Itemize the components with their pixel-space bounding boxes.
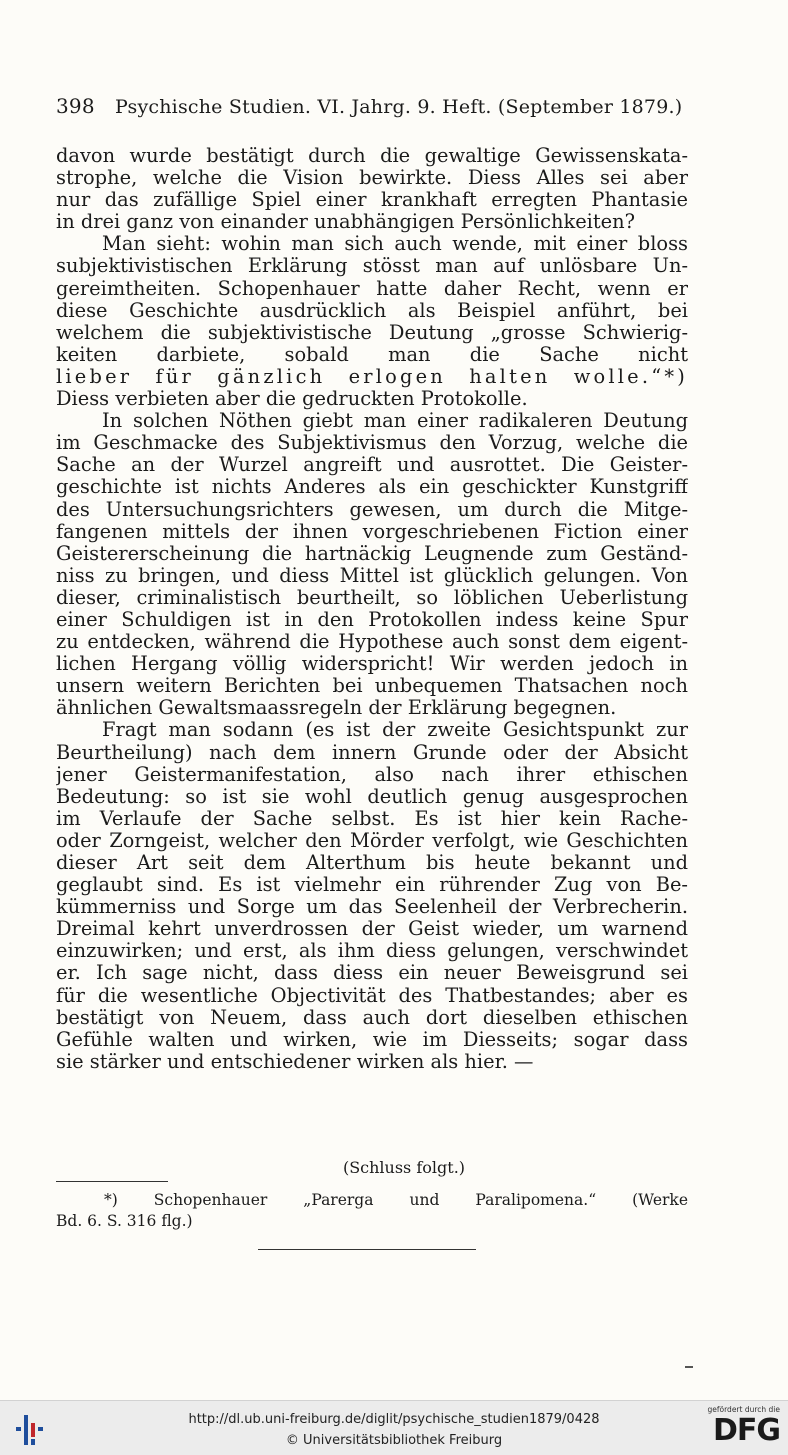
text-line: subjektivistischen Erklärung stösst man auf unlösbare Un-	[56, 255, 688, 278]
text-line: In solchen Nöthen giebt man einer radikaleren Deutung	[102, 410, 688, 433]
text-line: Bedeutung: so ist sie wohl deutlich genug ausgesprochen	[56, 785, 688, 808]
text-line: lieber für gänzlich erlogen halten wolle.“*)	[56, 365, 688, 388]
text-line: gereimtheiten. Schopenhauer hatte daher Recht, wenn er	[56, 277, 688, 300]
text-line: diese Geschichte ausdrücklich als Beispiel anführt, bei	[56, 299, 688, 322]
running-header	[56, 94, 696, 118]
dfg-logo-mark: DFG	[712, 1413, 780, 1448]
text-line: Dreimal kehrt unverdrossen der Geist wieder, um warnend	[56, 918, 688, 941]
funded-by-text: gefördert durch die	[707, 1405, 780, 1414]
text-line: zu entdecken, während die Hypothese auch sonst dem eigent-	[56, 631, 688, 654]
text-line: Fragt man sodann (es ist der zweite Gesichtspunkt zur	[102, 719, 688, 742]
text-line: davon wurde bestätigt durch die gewaltige Gewissenskata-	[56, 145, 688, 167]
text-line: Geistererscheinung die hartnäckig Leugnende zum Geständ-	[56, 542, 688, 565]
footnote-line: *) Schopenhauer „Parerga und Paralipomena.“ (Werke	[104, 1191, 688, 1209]
page-number: 398	[56, 94, 95, 118]
footnote	[56, 1190, 688, 1232]
text-line: ähnlichen Gewaltsmaassregeln der Erklärung begegnen.	[56, 697, 617, 720]
text-line: sie stärker und entschiedener wirken als hier. —	[56, 1050, 534, 1073]
text-line: kümmerniss und Sorge um das Seelenheil der Verbrecherin.	[56, 896, 688, 919]
text-line: für die wesentliche Objectivität des Thatbestandes; aber es	[56, 984, 688, 1007]
viewer-footer	[0, 1400, 788, 1455]
text-line: lichen Hergang völlig widerspricht! Wir werden jedoch in	[56, 653, 688, 676]
text-line: nur das zufällige Spiel einer krankhaft erregten Phantasie	[56, 189, 688, 212]
text-line: niss zu bringen, und diess Mittel ist glücklich gelungen. Von	[56, 564, 688, 587]
text-line: Beurtheilung) nach dem innern Grunde oder der Absicht	[56, 741, 688, 764]
text-line: einzuwirken; und erst, als ihm diess gelungen, verschwindet	[56, 940, 688, 963]
end-rule	[258, 1249, 476, 1250]
text-line: Gefühle walten und wirken, wie im Diesseits; sogar dass	[56, 1028, 688, 1051]
text-line: in drei ganz von einander unabhängigen Persönlichkeiten?	[56, 211, 636, 234]
text-line: unsern weitern Berichten bei unbequemen Thatsachen noch	[56, 675, 688, 698]
scan-speck	[685, 1366, 693, 1368]
text-line: keiten darbiete, sobald man die Sache nicht	[56, 343, 688, 366]
text-line: oder Zorngeist, welcher den Mörder verfolgt, wie Geschichten	[56, 829, 688, 852]
text-line: Man sieht: wohin man sich auch wende, mit einer bloss	[102, 233, 688, 256]
document-url[interactable]: http://dl.ub.uni-freiburg.de/diglit/psychische_studien1879/0428	[188, 1412, 600, 1427]
text-line: Sache an der Wurzel angreift und ausrottet. Die Geister-	[56, 454, 688, 477]
text-line: dieser Art seit dem Alterthum bis heute bekannt und	[56, 852, 688, 874]
text-line: er. Ich sage nicht, dass diess ein neuer Beweisgrund sei	[56, 962, 688, 985]
dfg-logo	[698, 1405, 780, 1453]
text-line: einer Schuldigen ist in den Protokollen indess keine Spur	[56, 608, 688, 631]
footnote-rule	[56, 1181, 168, 1182]
text-line: geschichte ist nichts Anderes als ein geschickter Kunstgriff	[56, 476, 688, 499]
text-line: des Untersuchungsrichters gewesen, um durch die Mitge-	[56, 498, 688, 521]
text-line: strophe, welche die Vision bewirkte. Diess Alles sei aber	[56, 167, 688, 190]
text-line: fangenen mittels der ihnen vorgeschriebenen Fiction einer	[56, 520, 688, 543]
footnote-line: Bd. 6. S. 316 flg.)	[56, 1212, 193, 1230]
body-text	[56, 145, 688, 1073]
text-line: bestätigt von Neuem, dass auch dort dieselben ethischen	[56, 1006, 688, 1029]
continuation-note: (Schluss folgt.)	[342, 1158, 466, 1177]
text-line: im Verlaufe der Sache selbst. Es ist hier kein Rache-	[56, 807, 688, 830]
text-line: welchem die subjektivistische Deutung „grosse Schwierig-	[56, 321, 688, 344]
text-line: im Geschmacke des Subjektivismus den Vorzug, welche die	[56, 432, 688, 455]
running-title: Psychische Studien. VI. Jahrg. 9. Heft. (September 1879.)	[115, 96, 683, 118]
text-line: dieser, criminalistisch beurtheilt, so löblichen Ueberlistung	[56, 586, 688, 609]
text-line: geglaubt sind. Es ist vielmehr ein rührender Zug von Be-	[56, 874, 688, 897]
text-line: jener Geistermanifestation, also nach ihrer ethischen	[56, 763, 688, 786]
text-line: Diess verbieten aber die gedruckten Protokolle.	[56, 388, 528, 411]
copyright-text: © Universitätsbibliothek Freiburg	[285, 1433, 503, 1448]
